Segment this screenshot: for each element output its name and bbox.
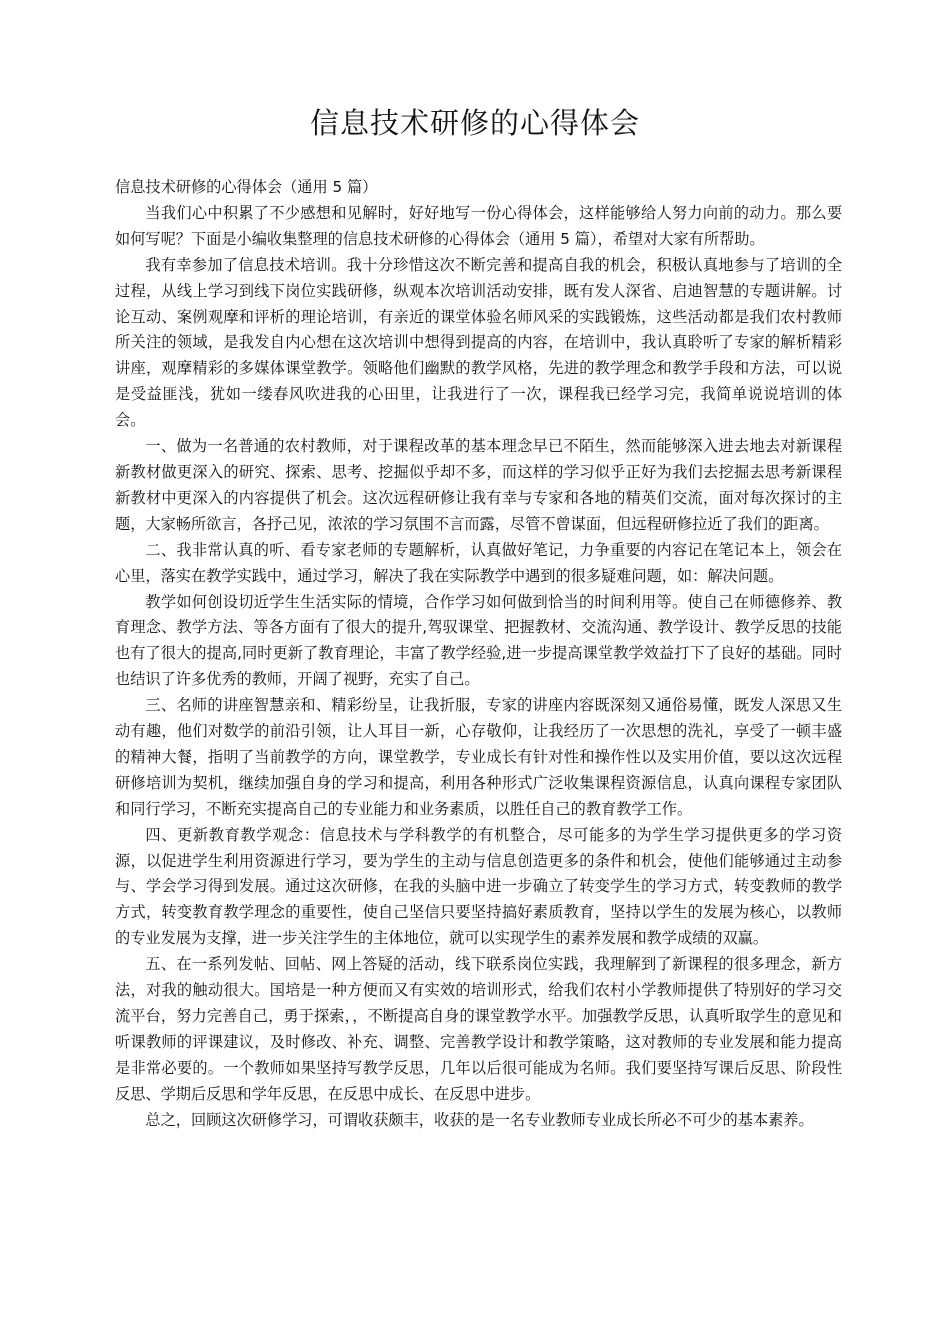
document-body (115, 175, 842, 1134)
document-title: 信息技术研修的心得体会 (309, 106, 640, 140)
section-one-paragraph: 一、做为一名普通的农村教师，对于课程改革的基本理念早已不陌生，然而能够深入进去地去对新课程新教材做更深入的研究、探索、思考、挖掘似乎却不多，而这样的学习似乎正好为我们去挖掘去思考新课程新教材中更深入的内容提供了机会。这次远程研修让我有幸与专家和各地的精英们交流，面对每次探讨的主题，大家畅所欲言，各抒己见，浓浓的学习氛围不言而露，尽管不曾谋面，但远程研修拉近了我们的距离。 (115, 437, 842, 533)
body-paragraph: 教学如何创设切近学生生活实际的情境，合作学习如何做到恰当的时间利用等。使自己在师德修养、教育理念、教学方法、等各方面有了很大的提升,驾驭课堂、把握教材、交流沟通、教学设计、教学反思的技能也有了很大的提高,同时更新了教育理论，丰富了教学经验,进一步提高课堂教学效益打下了良好的基础。同时也结识了许多优秀的教师，开阔了视野，充实了自己。 (115, 592, 842, 689)
section-five-paragraph: 五、在一系列发帖、回帖、网上答疑的活动，线下联系岗位实践，我理解到了新课程的很多理念，新方法，对我的触动很大。国培是一种方便而又有实效的培训形式，给我们农村小学教师提供了特别好的学习交流平台，努力完善自己，勇于探索，，不断提高自身的课堂教学水平。加强教学反思，认真听取学生的意见和听课教师的评课建议，及时修改、补充、调整、完善教学设计和教学策略，这对教师的专业发展和能力提高是非常必要的。一个教师如果坚持写教学反思，几年以后很可能成为名师。我们要坚持写课后反思、阶段性反思、学期后反思和学年反思，在反思中成长、在反思中进步。 (115, 955, 842, 1103)
intro-paragraph: 当我们心中积累了不少感想和见解时，好好地写一份心得体会，这样能够给人努力向前的动力。那么要如何写呢？下面是小编收集整理的信息技术研修的心得体会（通用 5 篇），希望对大家有所帮助。 (115, 203, 842, 248)
body-paragraph: 我有幸参加了信息技术培训。我十分珍惜这次不断完善和提高自我的机会，积极认真地参与了培训的全过程，从线上学习到线下岗位实践研修，纵观本次培训活动安排，既有发人深省、启迪智慧的专题讲解。讨论互动、案例观摩和评析的理论培训，有亲近的课堂体验名师风采的实践锻炼，这些活动都是我们农村教师所关注的领域，是我发自内心想在这次培训中想得到提高的内容，在培训中，我认真聆听了专家的解析精彩讲座，观摩精彩的多媒体课堂教学。领略他们幽默的教学风格，先进的教学理念和教学手段和方法，可以说是受益匪浅，犹如一缕春风吹进我的心田里，让我进行了一次，课程我已经学习完，我简单说说培训的体会。 (115, 255, 842, 430)
section-three-paragraph: 三、名师的讲座智慧亲和、精彩纷呈，让我折服，专家的讲座内容既深刻又通俗易懂，既发人深思又生动有趣，他们对数学的前沿引领，让人耳目一新，心存敬仰，让我经历了一次思想的洗礼，享受了一顿丰盛的精神大餐，指明了当前教学的方向，课堂教学，专业成长有针对性和操作性以及实用价值，要以这次远程研修培训为契机，继续加强自身的学习和提高，利用各种形式广泛收集课程资源信息，认真向课程专家团队和同行学习，不断充实提高自己的专业能力和业务素质，以胜任自己的教育教学工作。 (115, 696, 842, 818)
document-subtitle: 信息技术研修的心得体会（通用 5 篇） (115, 178, 378, 196)
section-two-paragraph: 二、我非常认真的听、看专家老师的专题解析，认真做好笔记，力争重要的内容记在笔记本上，领会在心里，落实在教学实践中，通过学习，解决了我在实际教学中遇到的很多疑难问题，如：解决问题。 (115, 540, 842, 585)
conclusion-paragraph: 总之，回顾这次研修学习，可谓收获颇丰，收获的是一名专业教师专业成长所必不可少的基本素养。 (145, 1110, 814, 1129)
section-four-paragraph: 四、更新教育教学观念：信息技术与学科教学的有机整合，尽可能多的为学生学习提供更多的学习资源，以促进学生利用资源进行学习，要为学生的主动与信息创造更多的条件和机会，使他们能够通过主动参与、学会学习得到发展。通过这次研修，在我的头脑中进一步确立了转变学生的学习方式，转变教师的教学方式，转变教育教学理念的重要性，使自己坚信只要坚持搞好素质教育，坚持以学生的发展为核心，以教师的专业发展为支撑，进一步关注学生的主体地位，就可以实现学生的素养发展和教学成绩的双赢。 (115, 825, 842, 948)
